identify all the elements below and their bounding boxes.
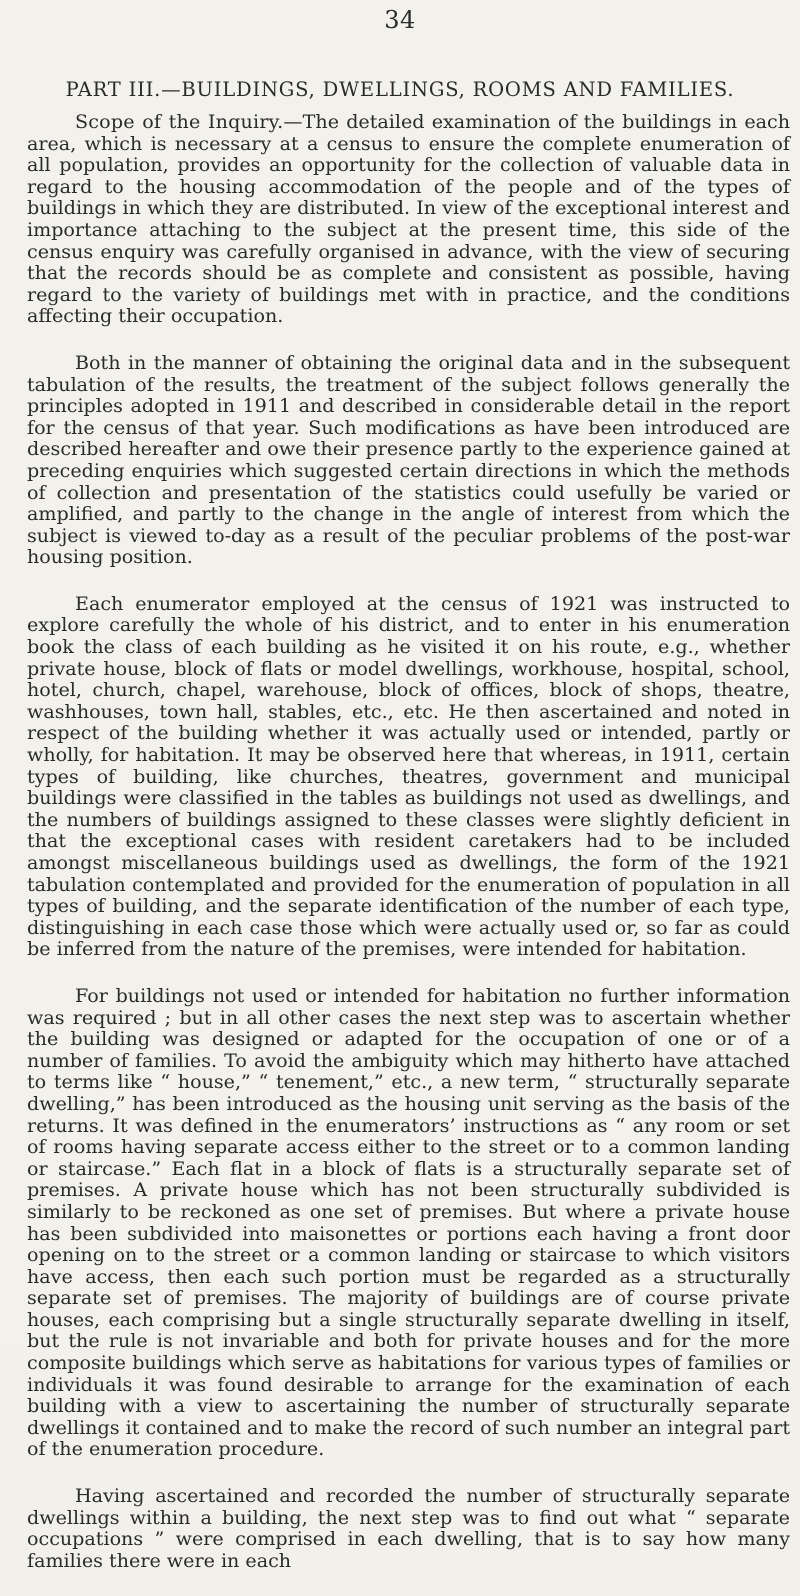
paragraph-separate-occupations (27, 1485, 790, 1571)
paragraph-text: For buildings not used or intended for habitation no further information was required ; but in all other cases the next step was to ascertain whether the building was designed or adapted for the occupation of one or of a number of families. To avoid the ambiguity which may hitherto have attached to terms like “ house,” “ tenement,” etc., a new term, “ structurally separate dwelling,” has been introduced as the housing unit serving as the basis of the returns. It was defined in the enumerators’ instructions as “ any room or set of rooms having separate access either to the street or to a common landing or staircase.” Each flat in a block of flats is a structurally separate set of premises. A private house which has not been structurally subdivided is similarly to be reckoned as one set of premises. But where a private house has been subdivided into maisonettes or portions each having a front door opening on to the street or a common landing or staircase to which visitors have access, then each such portion must be regarded as a structurally separate set of premises. The majority of buildings are of course private houses, each comprising but a single structurally separate dwelling in itself, but the rule is not invariable and both for private houses and for the more composite buildings which serve as habitations for various types of families or individuals it was found desirable to arrange for the examination of each building with a view to ascertaining the number of structurally separate dwellings it contained and to make the record of such number an integral part of the enumeration procedure. (27, 983, 790, 1461)
paragraph-tabulation-method (27, 352, 790, 568)
paragraph-text: Both in the manner of obtaining the original data and in the subsequent tabulation of the results, the treatment of the subject follows generally the principles adopted in 1911 and described in considerable detail in the report for the census of that year. Such modifications as have been introduced are described hereafter and owe their presence partly to the experience gained at preceding enquiries which suggested certain directions in which the methods of collection and presentation of the statistics could usefully be varied or amplified, and partly to the change in the angle of interest from which the subject is viewed to-day as a result of the peculiar problems of the post-war housing position. (27, 350, 790, 569)
paragraph-enumerator-instructions (27, 593, 790, 960)
page-number: 34 (384, 6, 416, 34)
paragraph-structurally-separate-dwelling (27, 985, 790, 1460)
paragraph-text: Each enumerator employed at the census of 1921 was instructed to explore carefully the whole of his district, and to enter in his enumeration book the class of each building as he visited it on his route, e.g., whether private house, block of flats or model dwellings, workhouse, hospital, school, hotel, church, chapel, warehouse, block of offices, block of shops, theatre, washhouses, town hall, stables, etc., etc. He then ascertained and noted in respect of the building whether it was actually used or intended, partly or wholly, for habitation. It may be observed here that whereas, in 1911, certain types of building, like churches, theatres, government and municipal buildings were classified in the tables as buildings not used as dwellings, and the numbers of buildings assigned to these classes were slightly deficient in that the exceptional cases with resident caretakers had to be included amongst miscellaneous buildings used as dwellings, the form of the 1921 tabulation contemplated and provided for the enumeration of population in all types of building, and the separate identification of the number of each type, distinguishing in each case those which were actually used or, so far as could be inferred from the nature of the premises, were intended for habitation. (27, 591, 790, 961)
paragraph-text: The detailed examination of the buildings in each area, which is necessary at a census to ensure the complete enumeration of all population, provides an opportunity for the collection of valuable data in regard to the housing accommodation of the people and of the types of buildings in which they are distributed. In view of the exceptional interest and importance attaching to the subject at the present time, this side of the census enquiry was carefully organised in advance, with the view of securing that the records should be as complete and consistent as possible, having regard to the variety of buildings met with in practice, and the conditions affecting their occupation. (27, 110, 790, 328)
paragraph-text: Having ascertained and recorded the number of structurally separate dwellings within a building, the next step was to find out what “ separate occupations ” were comprised in each dwelling, that is to say how many families there were in each (27, 1484, 790, 1572)
part-heading: PART III.—BUILDINGS, DWELLINGS, ROOMS AND FAMILIES. (65, 78, 735, 101)
run-in-heading: Scope of the Inquiry.— (75, 110, 303, 133)
paragraph-scope-of-inquiry (27, 111, 790, 327)
body-text (27, 111, 790, 1596)
